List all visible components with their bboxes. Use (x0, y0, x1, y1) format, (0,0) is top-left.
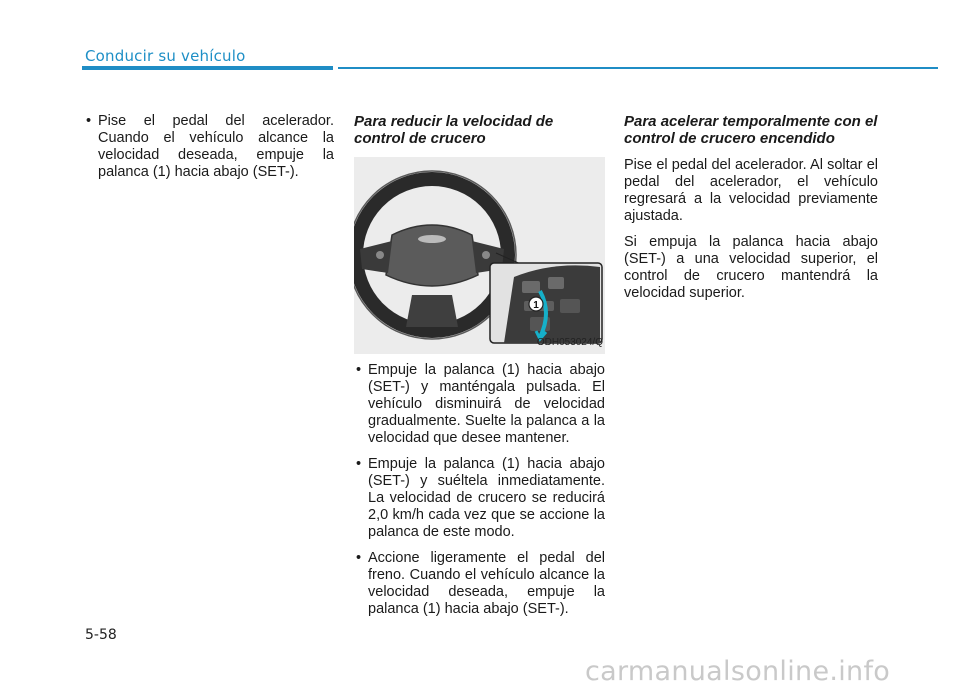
subheading-accelerate: Para acelerar temporalmente con el control de crucero encendido (624, 113, 878, 147)
paragraph: Si empuja la palanca hacia abajo (SET-) a una velocidad superior, el control de crucero mantendrá la velocidad superior. (624, 234, 878, 301)
figure-code: ODH053024/Q (536, 337, 603, 348)
list-item: • Pise el pedal del acelerador. Cuando el vehículo alcance la velocidad deseada, empuje la palanca (1) hacia abajo (SET-). (84, 113, 334, 181)
bullet-list (84, 113, 334, 181)
column-3 (624, 113, 878, 311)
callout-label: 1 (533, 300, 539, 311)
list-item: • Empuje la palanca (1) hacia abajo (SET-) y suéltela inmediatamente. La velocidad de crucero se reducirá 2,0 km/h cada vez que se accione la palanca de este modo. (354, 456, 605, 541)
paragraph: Pise el pedal del acelerador. Al soltar el pedal del acelerador, el vehículo regresará a la velocidad previamente ajustada. (624, 157, 878, 224)
header-rule-thick (82, 66, 333, 70)
column-1 (84, 113, 334, 190)
steering-wheel-illustration (354, 157, 605, 354)
subheading-reduce-speed: Para reducir la velocidad de control de crucero (354, 113, 554, 147)
list-item: • Empuje la palanca (1) hacia abajo (SET-) y manténgala pulsada. El vehículo disminuirá de velocidad gradualmente. Suelte la palanca a la velocidad que desee mantener. (354, 362, 605, 447)
watermark-text: carmanualsonline.info (585, 656, 891, 687)
list-item: • Accione ligeramente el pedal del freno. Cuando el vehículo alcance la velocidad deseada, empuje la palanca (1) hacia abajo (SET-). (354, 550, 605, 618)
column-2 (354, 113, 605, 627)
header-rule-thin (338, 67, 938, 69)
callout-number (354, 157, 605, 354)
bullet-list (354, 362, 605, 618)
page-number: 5-58 (85, 627, 117, 643)
section-title: Conducir su vehículo (85, 47, 246, 65)
